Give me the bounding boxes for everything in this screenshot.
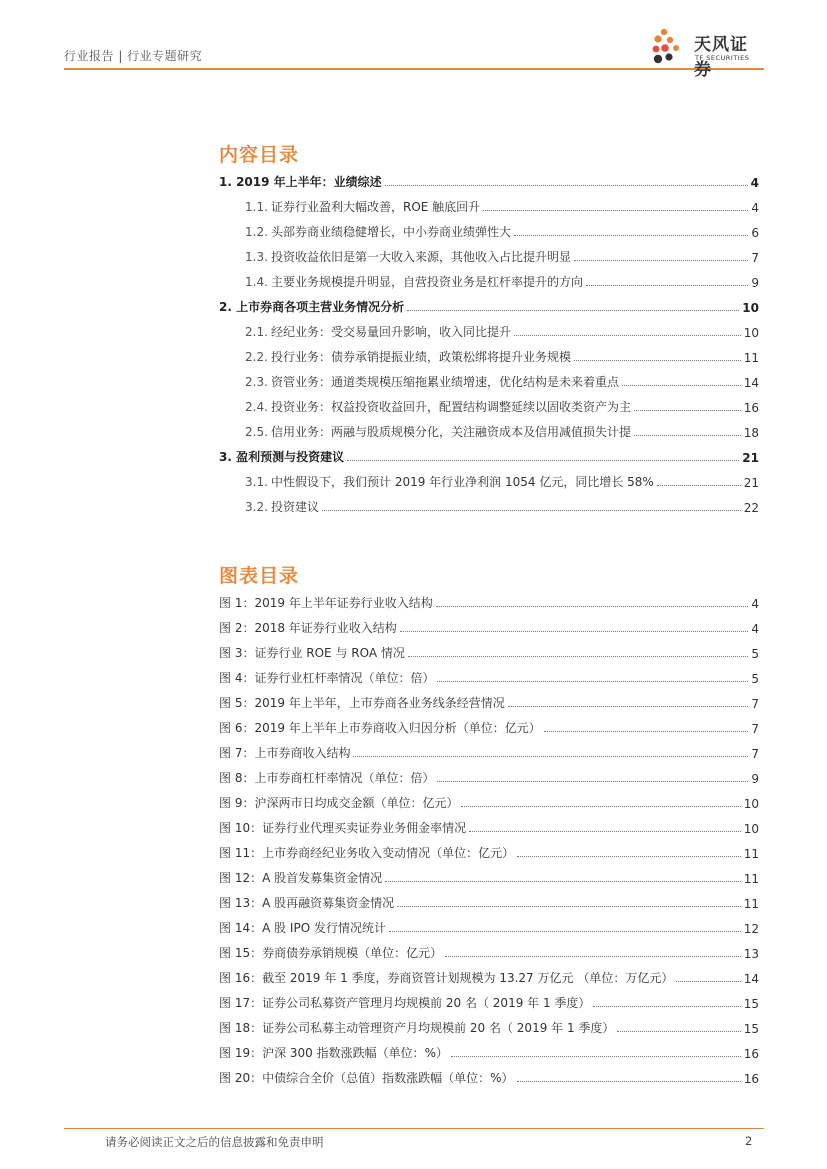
- dot-leader: [517, 856, 741, 857]
- toc-item-text: 1. 2019 年上半年：业绩综述: [219, 175, 382, 189]
- dot-leader: [586, 285, 748, 286]
- toc-item-text: 投资业务：权益投资收益回升，配置结构调整延续以固收类资产为主: [271, 400, 632, 414]
- toc-item-number: 1.4.: [245, 275, 268, 289]
- toc-item-title: [245, 323, 511, 340]
- dot-leader: [389, 931, 741, 932]
- dot-leader: [622, 385, 741, 386]
- dot-leader: [461, 806, 740, 807]
- figure-item[interactable]: [219, 718, 759, 736]
- toc-item-text: 主要业务规模提升明显，自营投资业务是杠杆率提升的方向: [271, 275, 584, 289]
- figure-item[interactable]: [219, 818, 759, 836]
- figure-item-text: 图 16：截至 2019 年 1 季度，券商资管计划规模为 13.27 万亿元 （单位：万亿元）: [219, 971, 674, 985]
- dot-leader: [517, 1081, 741, 1082]
- figure-item-page: 4: [751, 597, 759, 611]
- logo-name: 天风证券: [694, 35, 748, 80]
- dot-leader: [385, 881, 741, 882]
- toc-item[interactable]: [245, 397, 759, 415]
- dot-leader: [437, 781, 748, 782]
- toc-item-page: 9: [751, 276, 759, 290]
- toc-item-text: 信用业务：两融与股质规模分化，关注融资成本及信用减值损失计提: [271, 425, 632, 439]
- dot-leader: [514, 335, 741, 336]
- toc-item-page: 4: [751, 201, 759, 215]
- figure-item[interactable]: [219, 843, 759, 861]
- dot-leader: [407, 310, 739, 311]
- figure-item-text: 图 12：A 股首发募集资金情况: [219, 871, 383, 885]
- toc-item[interactable]: [245, 472, 759, 490]
- toc-item-title: [245, 273, 583, 290]
- dot-leader: [574, 260, 748, 261]
- tf-securities-logo-icon: [650, 26, 692, 68]
- figure-item-page: 5: [751, 672, 759, 686]
- dot-leader: [436, 606, 749, 607]
- dot-leader: [514, 235, 748, 236]
- figure-item[interactable]: [219, 1068, 759, 1086]
- figure-item-page: 10: [743, 797, 759, 811]
- dot-leader: [385, 185, 748, 186]
- toc-item-title: [245, 398, 631, 415]
- toc-item-number: 2.1.: [245, 325, 268, 339]
- figure-item-page: 4: [751, 622, 759, 636]
- toc-item-title: [245, 473, 654, 490]
- toc-item-page: 10: [743, 326, 759, 340]
- toc-item-title: [245, 223, 511, 240]
- footer-divider: [64, 1128, 764, 1129]
- figure-item[interactable]: [219, 918, 759, 936]
- header-breadcrumb: 行业报告 | 行业专题研究: [64, 49, 203, 63]
- dot-leader: [322, 510, 741, 511]
- figure-item[interactable]: [219, 768, 759, 786]
- toc-item-page: 10: [742, 301, 759, 315]
- figure-item-page: 13: [743, 947, 759, 961]
- toc-item[interactable]: [245, 372, 759, 390]
- figure-item-text: 图 3：证券行业 ROE 与 ROA 情况: [219, 646, 405, 660]
- figure-item[interactable]: [219, 743, 759, 761]
- toc-item-number: 2.2.: [245, 350, 268, 364]
- figure-item-text: 图 6：2019 年上半年上市券商收入归因分析（单位：亿元）: [219, 721, 541, 735]
- figure-item-page: 14: [743, 972, 759, 986]
- company-logo: [650, 26, 765, 80]
- figure-item[interactable]: [219, 993, 759, 1011]
- toc-item[interactable]: [219, 172, 759, 190]
- figure-item-page: 11: [743, 897, 759, 911]
- toc-item-title: [245, 248, 571, 265]
- toc-item-text: 证券行业盈利大幅改善，ROE 触底回升: [271, 200, 481, 214]
- dot-leader: [400, 631, 749, 632]
- figure-item-text: 图 14：A 股 IPO 发行情况统计: [219, 921, 386, 935]
- toc-item-number: 2.5.: [245, 425, 268, 439]
- logo-subtitle: TF SECURITIES: [695, 54, 750, 62]
- figure-item-page: 5: [751, 647, 759, 661]
- figure-item-text: 图 9：沪深两市日均成交金额（单位：亿元）: [219, 796, 459, 810]
- dot-leader: [397, 906, 741, 907]
- figure-item-page: 15: [743, 997, 759, 1011]
- toc-item-text: 投资收益依旧是第一大收入来源，其他收入占比提升明显: [271, 250, 572, 264]
- figure-item-page: 15: [743, 1022, 759, 1036]
- toc-item-page: 21: [742, 451, 759, 465]
- toc-item-text: 资管业务：通道类规模压缩拖累业绩增速，优化结构是未来着重点: [271, 375, 620, 389]
- toc-item-number: 1.2.: [245, 225, 268, 239]
- figure-item-page: 7: [751, 697, 759, 711]
- dot-leader: [451, 1056, 741, 1057]
- figure-item[interactable]: [219, 693, 759, 711]
- dot-leader: [593, 1006, 740, 1007]
- figure-item-page: 7: [751, 722, 759, 736]
- toc-item[interactable]: [219, 297, 759, 315]
- figure-item-page: 11: [743, 847, 759, 861]
- toc-item[interactable]: [245, 247, 759, 265]
- toc-title: 内容目录: [219, 144, 300, 166]
- dot-leader: [657, 485, 741, 486]
- dot-leader: [445, 956, 741, 957]
- toc-item-text: 2. 上市券商各项主营业务情况分析: [219, 300, 405, 314]
- toc-item-number: 2.4.: [245, 400, 268, 414]
- toc-item-number: 1.3.: [245, 250, 268, 264]
- dot-leader: [347, 460, 739, 461]
- toc-item-page: 18: [743, 426, 759, 440]
- dot-leader: [676, 981, 740, 982]
- toc-item-text: 中性假设下，我们预计 2019 年行业净利润 1054 亿元，同比增长 58%: [271, 475, 654, 489]
- dot-leader: [617, 1031, 740, 1032]
- toc-item-page: 14: [743, 376, 759, 390]
- toc-item-text: 头部券商业绩稳健增长，中小券商业绩弹性大: [271, 225, 512, 239]
- figure-item[interactable]: [219, 893, 759, 911]
- toc-item[interactable]: [245, 422, 759, 440]
- figure-item-page: 10: [743, 822, 759, 836]
- figure-item-text: 图 15：券商债券承销规模（单位：亿元）: [219, 946, 443, 960]
- figure-item[interactable]: [219, 593, 759, 611]
- dot-leader: [408, 656, 749, 657]
- figure-item-text: 图 2：2018 年证券行业收入结构: [219, 621, 397, 635]
- dot-leader: [574, 360, 741, 361]
- toc-item-title: [219, 448, 344, 465]
- dot-leader: [544, 731, 749, 732]
- toc-item[interactable]: [245, 497, 759, 515]
- figure-item-text: 图 1：2019 年上半年证券行业收入结构: [219, 596, 433, 610]
- figure-item-page: 9: [751, 772, 759, 786]
- header-divider: [64, 68, 764, 70]
- figure-item-text: 图 8：上市券商杠杆率情况（单位：倍）: [219, 771, 435, 785]
- figure-item-text: 图 20：中债综合全价（总值）指数涨跌幅（单位：%）: [219, 1071, 514, 1085]
- toc-item-page: 16: [743, 401, 759, 415]
- toc-item-text: 投行业务：债券承销提振业绩，政策松绑将提升业务规模: [271, 350, 572, 364]
- figure-item-text: 图 11：上市券商经纪业务收入变动情况（单位：亿元）: [219, 846, 515, 860]
- figure-item[interactable]: [219, 793, 759, 811]
- toc-item-text: 投资建议: [271, 500, 320, 514]
- dot-leader: [483, 210, 748, 211]
- figure-item[interactable]: [219, 1018, 759, 1036]
- figure-item-text: 图 18：证券公司私募主动管理资产月均规模前 20 名（ 2019 年 1 季度）: [219, 1021, 615, 1035]
- figure-item-page: 11: [743, 872, 759, 886]
- figure-item-page: 7: [751, 747, 759, 761]
- toc-item-title: [245, 423, 631, 440]
- figure-item[interactable]: [219, 618, 759, 636]
- toc-item[interactable]: [245, 272, 759, 290]
- figure-item-text: 图 5：2019 年上半年，上市券商各业务线条经营情况: [219, 696, 505, 710]
- figure-item-text: 图 17：证券公司私募资产管理月均规模前 20 名（ 2019 年 1 季度）: [219, 996, 591, 1010]
- toc-item-number: 2.3.: [245, 375, 268, 389]
- toc-item-number: 1.1.: [245, 200, 268, 214]
- figure-item-page: 16: [743, 1047, 759, 1061]
- toc-item-page: 11: [743, 351, 759, 365]
- dot-leader: [353, 756, 748, 757]
- figure-item[interactable]: [219, 968, 759, 986]
- figure-item-page: 12: [743, 922, 759, 936]
- dot-leader: [634, 435, 741, 436]
- figure-item[interactable]: [219, 668, 759, 686]
- figures-title: 图表目录: [219, 565, 300, 587]
- figure-item-text: 图 13：A 股再融资募集资金情况: [219, 896, 395, 910]
- toc-item[interactable]: [245, 197, 759, 215]
- figure-item[interactable]: [219, 943, 759, 961]
- figure-item-text: 图 10：证券行业代理买卖证券业务佣金率情况: [219, 821, 467, 835]
- page-number: 2: [745, 1134, 753, 1148]
- figure-item-text: 图 19：沪深 300 指数涨跌幅（单位：%）: [219, 1046, 449, 1060]
- toc-item[interactable]: [245, 322, 759, 340]
- toc-item-page: 7: [751, 251, 759, 265]
- figure-item[interactable]: [219, 643, 759, 661]
- figure-item[interactable]: [219, 868, 759, 886]
- toc-item[interactable]: [245, 347, 759, 365]
- toc-item-number: 3.2.: [245, 500, 268, 514]
- dot-leader: [437, 681, 748, 682]
- figure-item-text: 图 7：上市券商收入结构: [219, 746, 351, 760]
- toc-item-page: 4: [750, 176, 759, 190]
- dot-leader: [634, 410, 741, 411]
- toc-item-text: 3. 盈利预测与投资建议: [219, 450, 345, 464]
- toc-item[interactable]: [245, 222, 759, 240]
- toc-item-title: [245, 198, 480, 215]
- dot-leader: [508, 706, 749, 707]
- toc-item-number: 3.1.: [245, 475, 268, 489]
- footer-disclaimer: 请务必阅读正文之后的信息披露和免责申明: [105, 1135, 324, 1149]
- toc-item-title: [245, 498, 319, 515]
- toc-item-page: 22: [743, 501, 759, 515]
- toc-item-title: [219, 298, 404, 315]
- toc-item-page: 6: [751, 226, 759, 240]
- toc-item[interactable]: [219, 447, 759, 465]
- toc-item-page: 21: [743, 476, 759, 490]
- figure-item[interactable]: [219, 1043, 759, 1061]
- toc-item-title: [245, 373, 619, 390]
- toc-item-title: [245, 348, 571, 365]
- figure-item-page: 16: [743, 1072, 759, 1086]
- toc-item-title: [219, 173, 382, 190]
- toc-item-text: 经纪业务：受交易量回升影响，收入同比提升: [271, 325, 512, 339]
- figure-item-text: 图 4：证券行业杠杆率情况（单位：倍）: [219, 671, 435, 685]
- dot-leader: [469, 831, 741, 832]
